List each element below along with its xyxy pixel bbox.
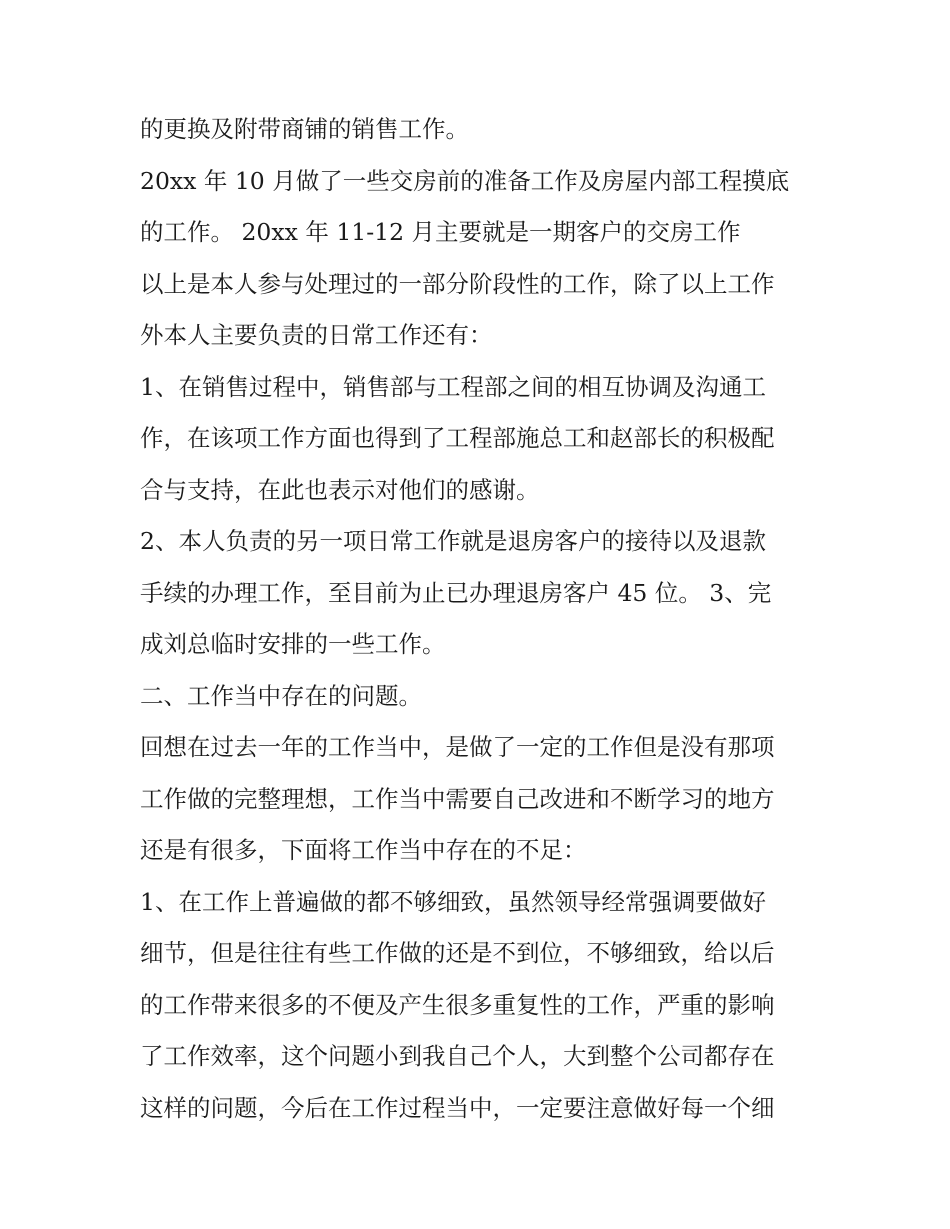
text-line: 这样的问题，今后在工作过程当中，一定要注意做好每一个细 [140, 1093, 775, 1122]
text-line: 20xx 年 10 月做了一些交房前的准备工作及房屋内部工程摸底 [140, 166, 790, 195]
text-line: 2、本人负责的另一项日常工作就是退房客户的接待以及退款 [140, 527, 766, 555]
text-line: 成刘总临时安排的一些工作。 [140, 630, 446, 658]
text-line: 外本人主要负责的日常工作还有： [140, 321, 493, 349]
text-line: 的更换及附带商铺的销售工作。 [140, 115, 469, 143]
document-body [140, 104, 830, 1134]
text-line: 手续的办理工作，至目前为止已办理退房客户 45 位。 3、完 [140, 578, 772, 607]
text-line: 还是有很多，下面将工作当中存在的不足： [140, 836, 587, 864]
text-line: 工作做的完整理想，工作当中需要自己改进和不断学习的地方 [140, 784, 775, 813]
text-line: 的工作。 20xx 年 11-12 月主要就是一期客户的交房工作 [140, 218, 741, 246]
text-line: 的工作带来很多的不便及产生很多重复性的工作，严重的影响 [140, 990, 775, 1019]
section-heading: 二、工作当中存在的问题。 [140, 681, 422, 710]
text-line: 细节，但是往往有些工作做的还是不到位，不够细致，给以后 [140, 939, 775, 967]
text-line: 作，在该项工作方面也得到了工程部施总工和赵部长的积极配 [140, 424, 775, 452]
text-line: 了工作效率，这个问题小到我自己个人，大到整个公司都存在 [140, 1042, 775, 1070]
text-line: 合与支持，在此也表示对他们的感谢。 [140, 475, 540, 504]
text-line: 1、在工作上普遍做的都不够细致，虽然领导经常强调要做好 [140, 887, 766, 916]
text-line: 1、在销售过程中，销售部与工程部之间的相互协调及沟通工 [140, 372, 766, 401]
text-line: 回想在过去一年的工作当中，是做了一定的工作但是没有那项 [140, 733, 775, 761]
text-line: 以上是本人参与处理过的一部分阶段性的工作，除了以上工作 [140, 269, 775, 298]
